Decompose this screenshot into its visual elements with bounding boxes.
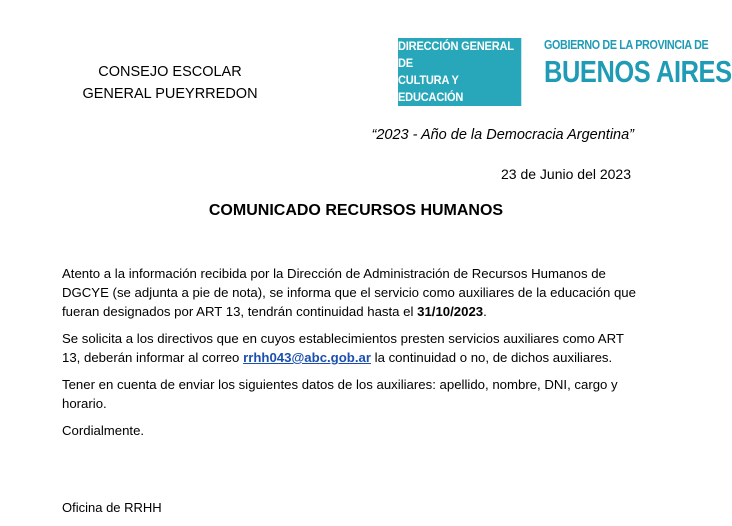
email-link[interactable]: rrhh043@abc.gob.ar: [243, 350, 371, 365]
province-logo: [544, 38, 732, 89]
paragraph-4: Cordialmente.: [62, 423, 145, 438]
document-title: COMUNICADO RECURSOS HUMANOS: [208, 202, 504, 219]
organization-name: [50, 61, 290, 105]
province-logo-line-1: GOBIERNO DE LA PROVINCIA DE: [544, 38, 709, 52]
paragraph-2-text: Se solicita a los directivos que en cuyos establecimientos presten servicios auxiliares como ART 13, deberán informar al correo: [62, 331, 624, 365]
province-logo-line-2: BUENOS AIRES: [544, 54, 732, 89]
dgce-logo-line-2: CULTURA Y EDUCACIÓN: [398, 73, 464, 104]
organization-line-1: CONSEJO ESCOLAR: [98, 64, 242, 80]
paragraph-2: [62, 329, 642, 367]
document-date: 23 de Junio del 2023: [501, 166, 631, 182]
organization-line-2: GENERAL PUEYRREDON: [82, 86, 258, 102]
paragraph-1-text: Atento a la información recibida por la Dirección de Administración de Recursos Humanos de DGCYE (se adjunta a pie de nota), se informa que el servicio como auxiliares de la educación que fueran designados por ART 13, tendrán continuidad hasta el: [62, 266, 636, 319]
paragraph-3: Tener en cuenta de enviar los siguientes datos de los auxiliares: apellido, nombre, DNI, cargo y horario.: [62, 377, 618, 411]
paragraph-2-end: la continuidad o no, de dichos auxiliares.: [370, 350, 613, 365]
dgce-logo: [398, 38, 521, 106]
signoff: Oficina de RRHH: [62, 500, 162, 515]
document-body: [62, 264, 642, 448]
year-motto: “2023 - Año de la Democracia Argentina”: [371, 127, 634, 143]
paragraph-1: [62, 264, 642, 321]
paragraph-1-end: .: [483, 304, 487, 319]
continuity-date: 31/10/2023: [417, 304, 484, 319]
dgce-logo-line-1: DIRECCIÓN GENERAL DE: [398, 39, 514, 70]
